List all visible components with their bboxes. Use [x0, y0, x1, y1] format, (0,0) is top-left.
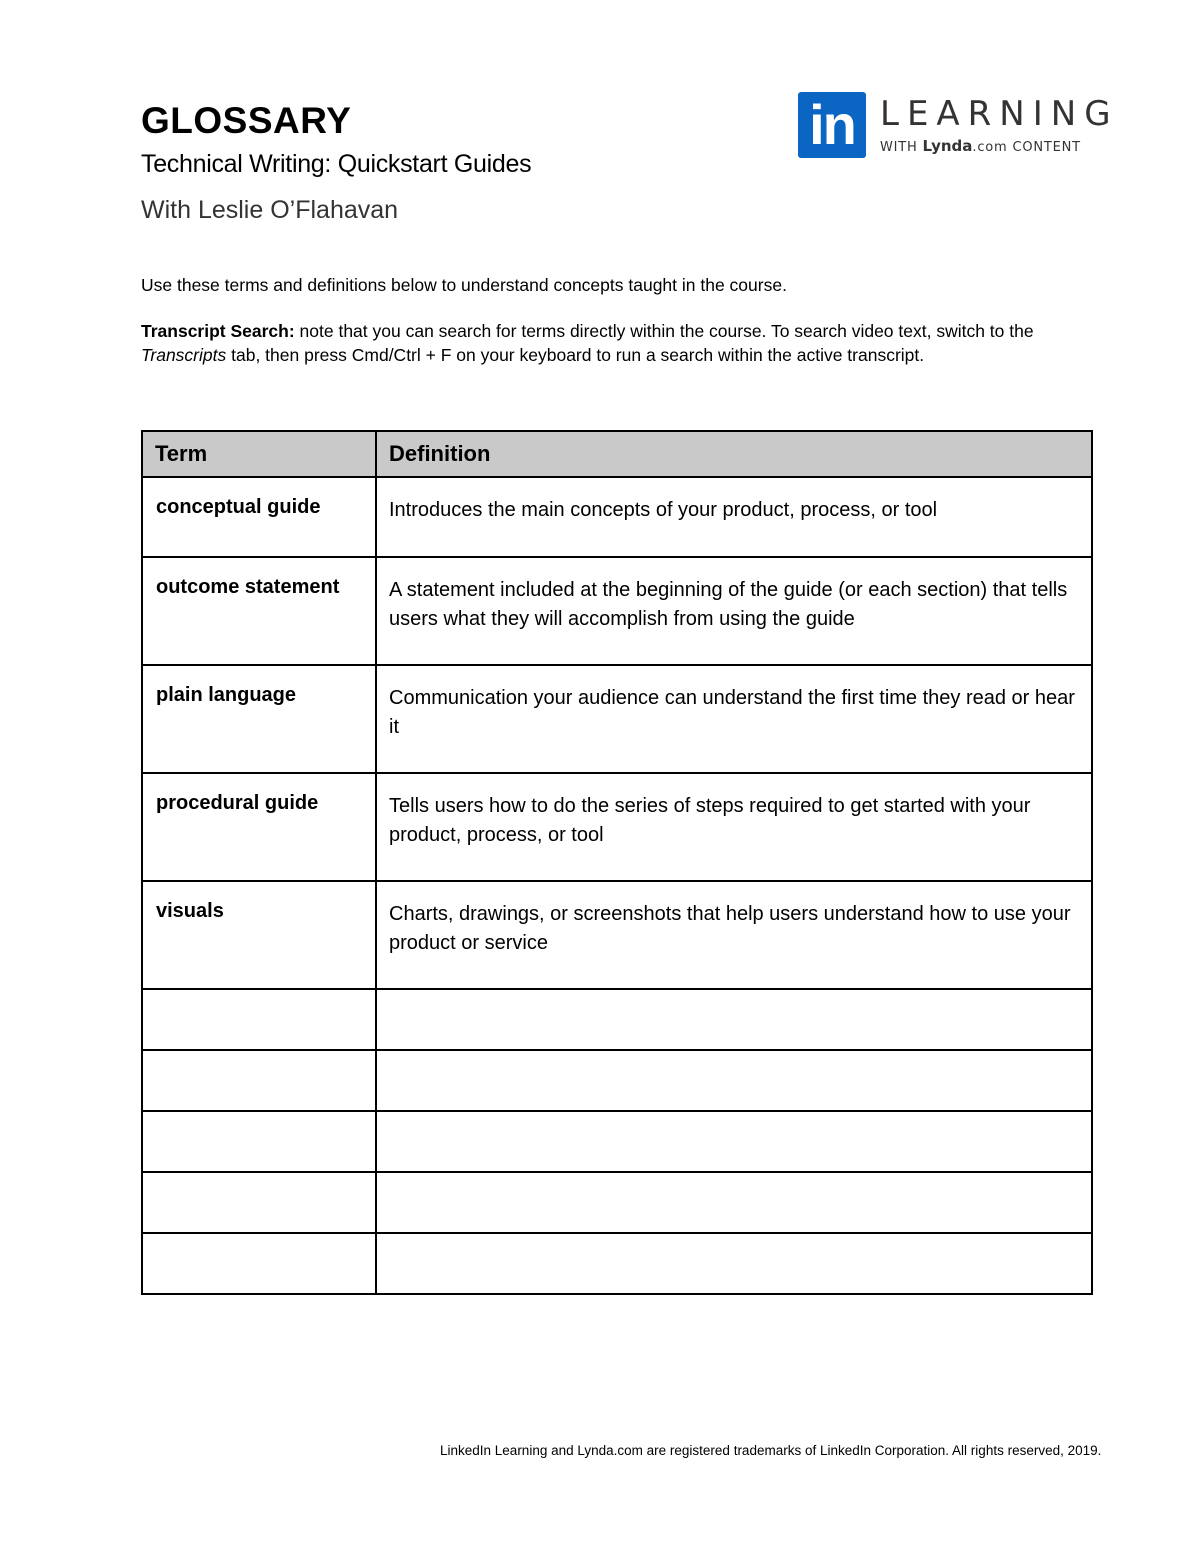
term-cell: visuals — [142, 881, 376, 989]
column-header-definition: Definition — [376, 431, 1092, 477]
note-text-after: tab, then press Cmd/Ctrl + F on your keyboard to run a search within the active transcript. — [226, 345, 925, 365]
empty-definition-cell — [376, 1172, 1092, 1233]
table-row — [142, 881, 1092, 989]
empty-definition-cell — [376, 1233, 1092, 1294]
logo-tag-content: CONTENT — [1012, 140, 1081, 155]
empty-definition-cell — [376, 1050, 1092, 1111]
intro-text: Use these terms and definitions below to understand concepts taught in the course. — [141, 275, 787, 295]
term-cell: outcome statement — [142, 557, 376, 665]
logo-tag-domain: .com — [972, 140, 1008, 155]
note-label: Transcript Search: — [141, 321, 295, 341]
table-row — [142, 557, 1092, 665]
empty-table-row — [142, 1050, 1092, 1111]
term-cell: conceptual guide — [142, 477, 376, 557]
empty-term-cell — [142, 1111, 376, 1172]
logo-tag-brand: Lynda — [922, 137, 973, 155]
glossary-table — [141, 430, 1093, 1295]
empty-term-cell — [142, 1050, 376, 1111]
empty-table-row — [142, 1233, 1092, 1294]
logo-tag-with: WITH — [880, 140, 918, 155]
definition-cell: Tells users how to do the series of steps required to get started with your product, process, or tool — [376, 773, 1092, 881]
term-cell: procedural guide — [142, 773, 376, 881]
transcript-search-note — [141, 319, 1106, 367]
table-header-row — [142, 431, 1092, 477]
term-cell: plain language — [142, 665, 376, 773]
author-line: With Leslie O’Flahavan — [141, 196, 399, 224]
definition-cell: A statement included at the beginning of the guide (or each section) that tells users what they will accomplish from using the guide — [376, 557, 1092, 665]
note-emphasis: Transcripts — [141, 345, 227, 365]
empty-definition-cell — [376, 1111, 1092, 1172]
empty-table-row — [142, 1172, 1092, 1233]
definition-cell: Charts, drawings, or screenshots that help users understand how to use your product or service — [376, 881, 1092, 989]
logo-tagline — [880, 137, 1081, 155]
linkedin-learning-logo — [798, 92, 1119, 160]
empty-term-cell — [142, 1233, 376, 1294]
definition-cell: Communication your audience can understand the first time they read or hear it — [376, 665, 1092, 773]
empty-table-row — [142, 1111, 1092, 1172]
page-title: GLOSSARY — [141, 100, 352, 141]
linkedin-in-icon: in — [798, 92, 866, 158]
definition-cell: Introduces the main concepts of your product, process, or tool — [376, 477, 1092, 557]
footer-trademark-notice: LinkedIn Learning and Lynda.com are registered trademarks of LinkedIn Corporation. All rights reserved, 2019. — [440, 1443, 1102, 1458]
table-row — [142, 477, 1092, 557]
empty-term-cell — [142, 1172, 376, 1233]
course-title: Technical Writing: Quickstart Guides — [141, 150, 532, 178]
table-row — [142, 773, 1092, 881]
empty-table-row — [142, 989, 1092, 1050]
note-text-before: note that you can search for terms directly within the course. To search video text, switch to the — [294, 321, 1034, 341]
logo-wordmark: LEARNING — [880, 94, 1119, 134]
column-header-term: Term — [142, 431, 376, 477]
table-row — [142, 665, 1092, 773]
empty-term-cell — [142, 989, 376, 1050]
empty-definition-cell — [376, 989, 1092, 1050]
